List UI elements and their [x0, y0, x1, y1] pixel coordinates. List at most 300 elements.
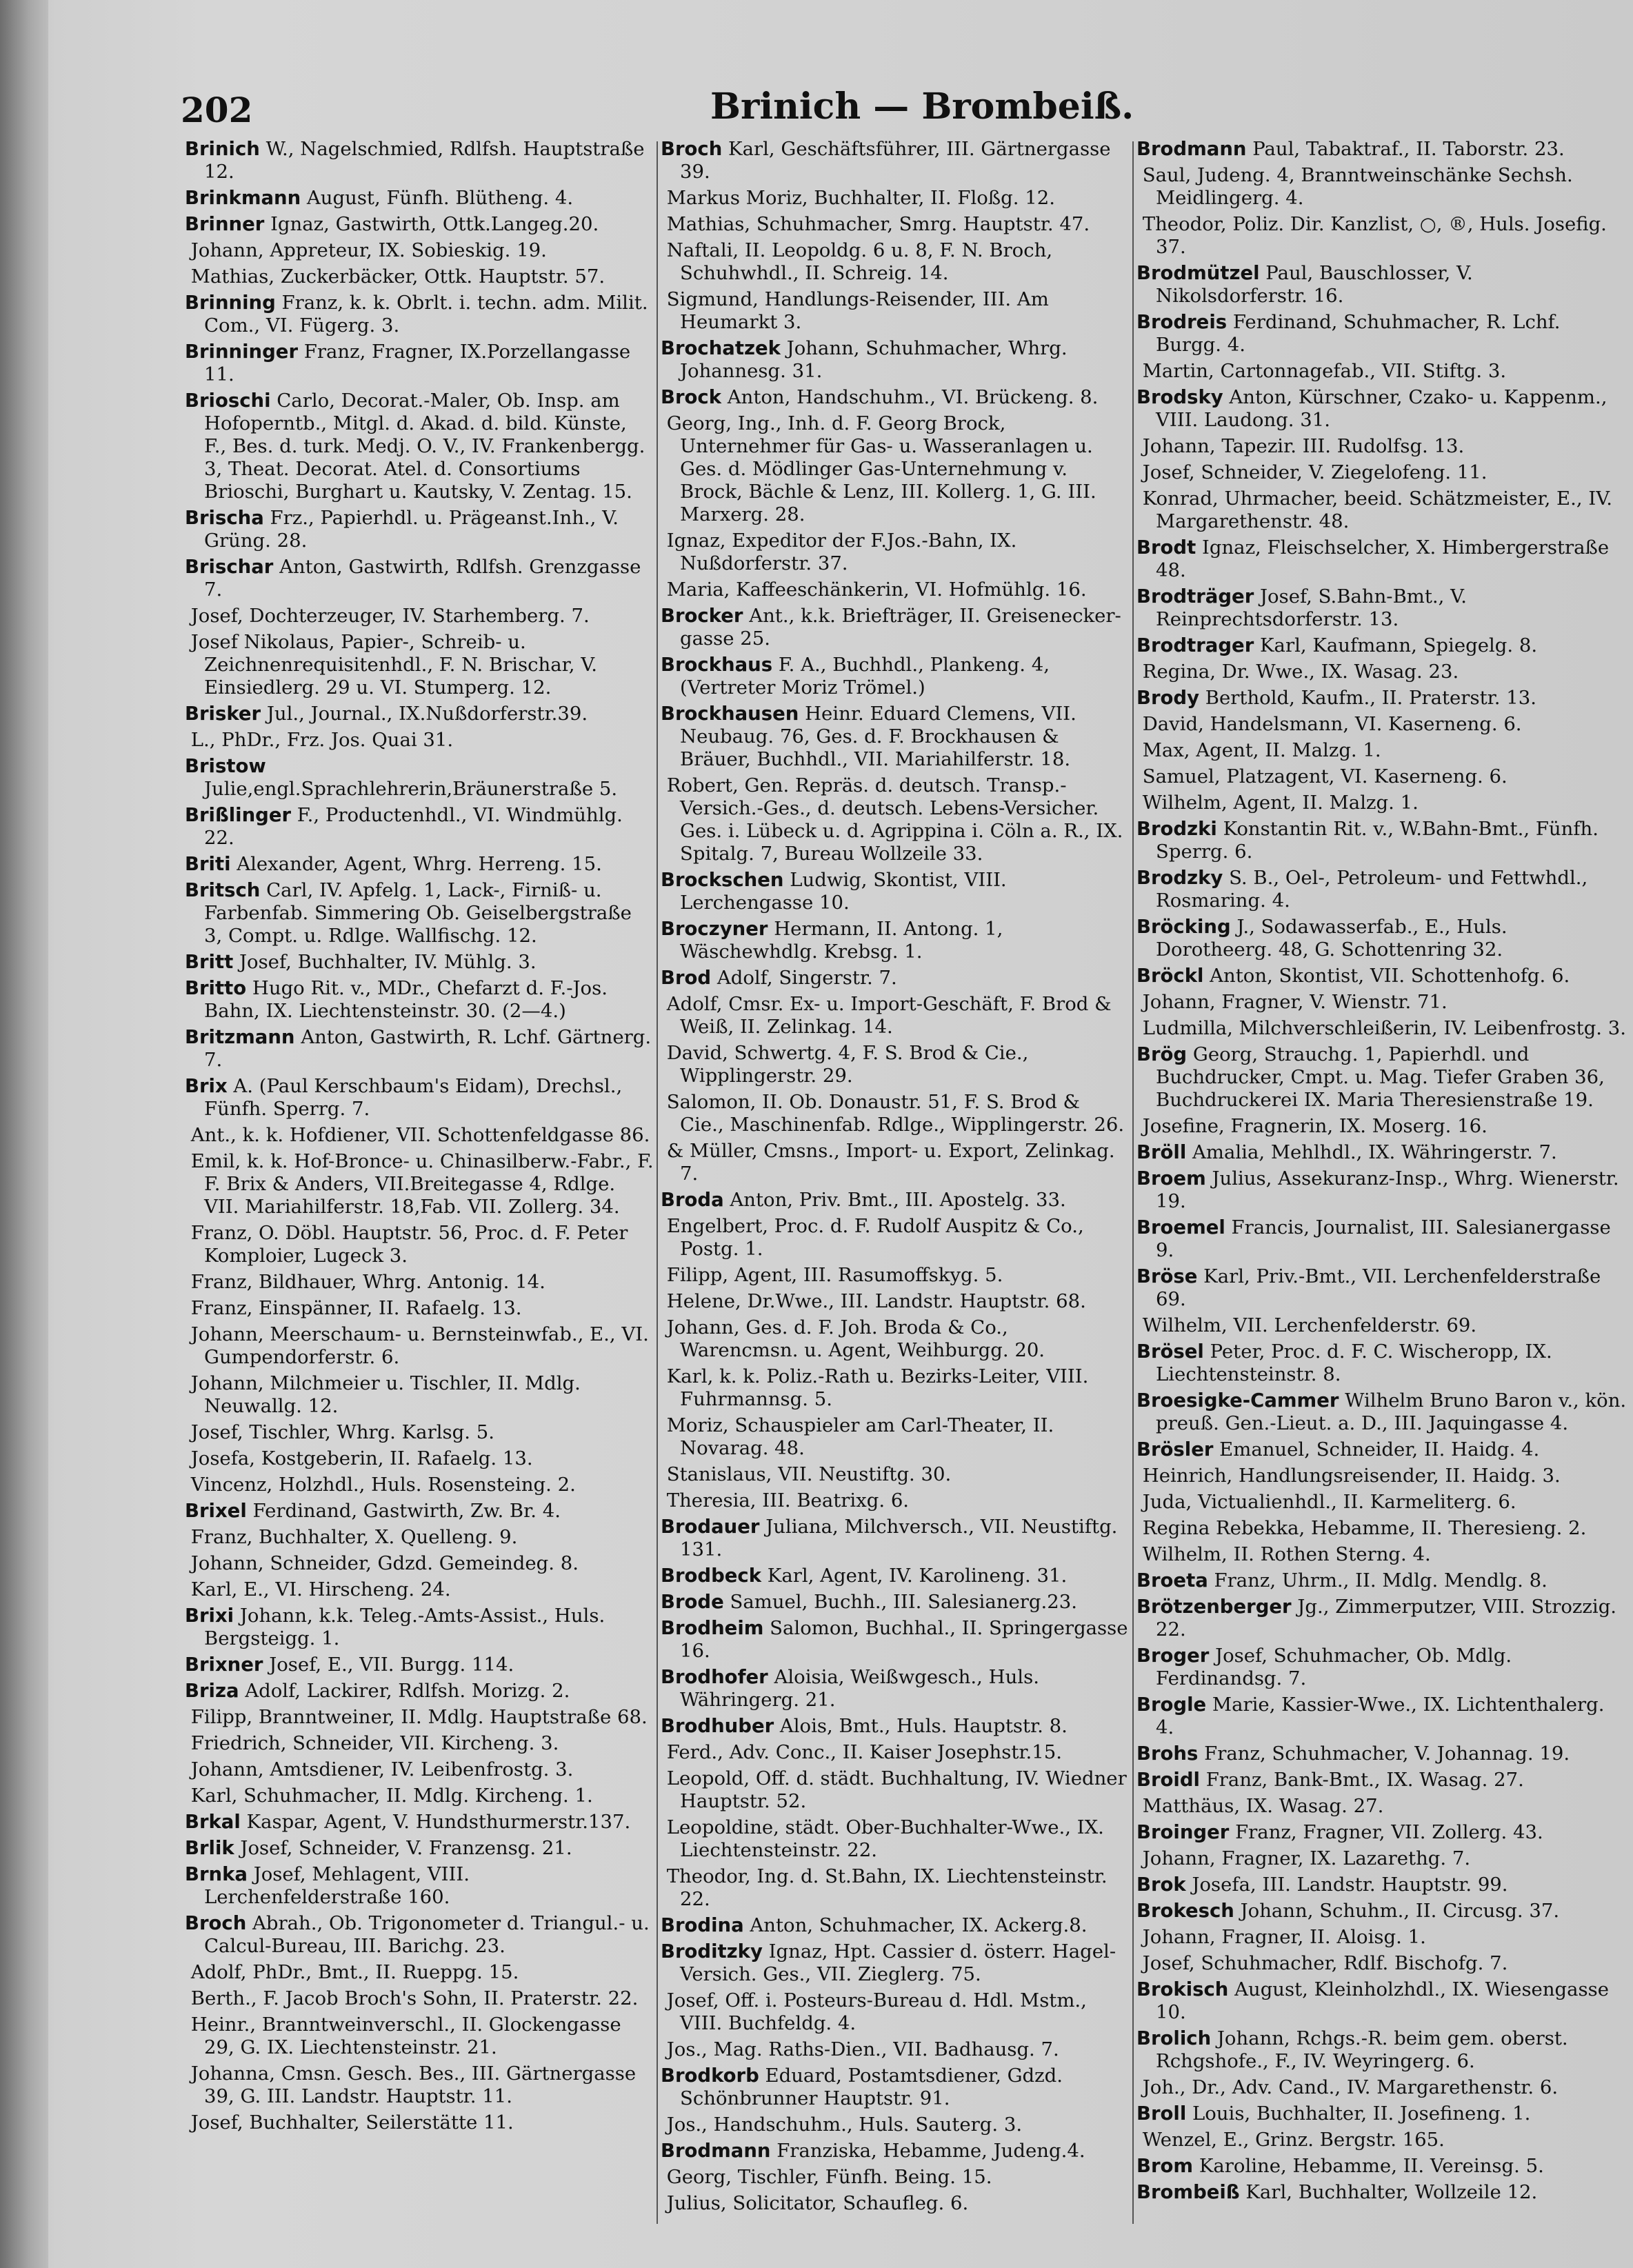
entry-details: Ignaz, Gastwirth, Ottk.Langeg.20.	[264, 213, 599, 235]
entry-details: F., Productenhdl., VI. Windmühlg. 22.	[204, 804, 623, 849]
entry-details: Franz, Fragner, IX.Porzellangasse 11.	[204, 341, 631, 385]
entry-surname: Brodmützel	[1136, 262, 1260, 284]
entry-details: Heinr., Branntweinverschl., II. Glockengasse 29, G. IX. Liechtensteinstr. 21.	[185, 2014, 621, 2058]
directory-entry	[661, 1414, 1130, 1460]
entry-surname: Brock	[661, 386, 722, 408]
directory-entry	[661, 1290, 1130, 1313]
directory-entry	[185, 2063, 654, 2108]
entry-surname: Brockhausen	[661, 703, 799, 725]
entry-details: Georg, Ing., Inh. d. F. Georg Brock, Unternehmer für Gas- u. Wasseranlagen u. Ges. d. Mödlinger Gas-Unternehmung v. Brock, Bächle & Lenz, III. Kollerg. 1, G. III. Marxerg. 28.	[661, 412, 1096, 525]
entry-details: Ignaz, Fleischselcher, X. Himbergerstraße 48.	[1156, 536, 1610, 581]
directory-entry	[185, 292, 654, 337]
directory-entry	[661, 579, 1130, 601]
entry-details: Wilhelm, VII. Lerchenfelderstr. 69.	[1136, 1314, 1477, 1336]
entry-details: Franziska, Hebamme, Judeng.4.	[770, 2140, 1085, 2162]
directory-entry	[1136, 1795, 1627, 1818]
directory-entry	[661, 2065, 1130, 2110]
entry-surname: Brod	[661, 967, 712, 989]
entry-details: Georg, Strauchg. 1, Papierhdl. und Buchdrucker, Cmpt. u. Mag. Tiefer Graben 36, Buchdruckerei IX. Maria Theresienstraße 19.	[1156, 1043, 1605, 1111]
directory-entry	[661, 1189, 1130, 1212]
entry-details: Karoline, Hebamme, II. Vereinsg. 5.	[1193, 2155, 1544, 2177]
directory-entry	[185, 1785, 654, 1807]
entry-details: Emanuel, Schneider, II. Haidg. 4.	[1213, 1438, 1540, 1461]
directory-entry	[185, 879, 654, 947]
directory-entry	[661, 605, 1130, 650]
directory-entry	[185, 1026, 654, 1072]
directory-entry	[1136, 713, 1627, 736]
directory-entry	[1136, 360, 1627, 383]
entry-details: Berth., F. Jacob Broch's Sohn, II. Praterstr. 22.	[185, 1987, 639, 2009]
directory-entry	[185, 1654, 654, 1676]
directory-entry	[661, 918, 1130, 963]
directory-entry	[185, 1372, 654, 1418]
directory-entry	[1136, 1596, 1627, 1641]
directory-entry	[185, 1863, 654, 1909]
entry-details: Josef, Schuhmacher, Rdlf. Bischofg. 7.	[1136, 1952, 1508, 1974]
directory-entry	[1136, 687, 1627, 710]
entry-details: Anton, Skontist, VII. Schottenhofg. 6.	[1203, 965, 1570, 987]
directory-entry	[1136, 1900, 1627, 1923]
directory-entry	[661, 2038, 1130, 2061]
entry-details: Johann, Appreteur, IX. Sobieskig. 19.	[185, 239, 547, 261]
directory-entry	[661, 1865, 1130, 1911]
entry-details: Konrad, Uhrmacher, beeid. Schätzmeister, E., IV. Margarethenstr. 48.	[1136, 488, 1613, 532]
directory-entry	[661, 1215, 1130, 1261]
directory-entry	[661, 1767, 1130, 1813]
entry-details: Karl, Schuhmacher, II. Mdlg. Kircheng. 1.	[185, 1785, 593, 1807]
directory-entry	[661, 1140, 1130, 1185]
directory-entry	[661, 993, 1130, 1038]
entry-surname: Broidl	[1136, 1769, 1200, 1791]
entry-details: August, Fünfh. Blütheng. 4.	[301, 187, 574, 209]
directory-entry	[185, 1758, 654, 1781]
directory-entry	[661, 1741, 1130, 1764]
directory-entry	[1136, 164, 1627, 210]
directory-entry	[1136, 965, 1627, 987]
directory-entry	[185, 1271, 654, 1294]
entry-surname: Brixner	[185, 1654, 263, 1676]
entry-details: Adolf, PhDr., Bmt., II. Rueppg. 15.	[185, 1961, 519, 1983]
entry-details: Adolf, Singerstr. 7.	[711, 967, 897, 989]
entry-details: Juda, Victualienhdl., II. Karmeliterg. 6.	[1136, 1491, 1516, 1513]
entry-details: Samuel, Platzagent, VI. Kaserneng. 6.	[1136, 765, 1507, 787]
entry-details: S. B., Oel-, Petroleum- und Fettwhdl., Rosmaring. 4.	[1156, 867, 1588, 912]
directory-entry	[185, 605, 654, 628]
directory-entry	[1136, 1491, 1627, 1514]
directory-entry	[1136, 488, 1627, 533]
directory-entry	[661, 1617, 1130, 1663]
directory-entry	[1136, 1645, 1627, 1690]
directory-entry	[185, 1961, 654, 1984]
directory-entry	[1136, 1694, 1627, 1739]
directory-entry	[661, 1264, 1130, 1287]
entry-surname: Brom	[1136, 2155, 1194, 2177]
entry-details: Sigmund, Handlungs-Reisender, III. Am Heumarkt 3.	[661, 288, 1049, 333]
directory-entry	[661, 1591, 1130, 1614]
directory-entry	[185, 1987, 654, 2010]
directory-entry	[1136, 2129, 1627, 2151]
entry-details: Josef, Off. i. Posteurs-Bureau d. Hdl. Mstm., VIII. Buchfeldg. 4.	[661, 1989, 1087, 2034]
directory-entry	[661, 1565, 1130, 1587]
directory-entry	[1136, 916, 1627, 961]
directory-entry	[1136, 262, 1627, 308]
directory-entry	[661, 1666, 1130, 1712]
directory-entry	[1136, 2103, 1627, 2125]
directory-entry	[185, 804, 654, 850]
entry-details: Ferdinand, Schuhmacher, R. Lchf. Burgg. 4.	[1156, 311, 1561, 356]
directory-entry	[185, 853, 654, 876]
entry-details: August, Kleinholzhdl., IX. Wiesengasse 10.	[1156, 1978, 1610, 2023]
entry-details: Ludmilla, Milchverschleißerin, IV. Leibenfrostg. 3.	[1136, 1017, 1627, 1039]
entry-surname: Brodheim	[661, 1617, 764, 1639]
directory-entry	[1136, 1847, 1627, 1870]
entry-details: Josefa, Kostgeberin, II. Rafaelg. 13.	[185, 1447, 533, 1469]
entry-details: Joh., Dr., Adv. Cand., IV. Margarethenstr. 6.	[1136, 2076, 1559, 2098]
directory-entry	[1136, 991, 1627, 1014]
entry-details: Anton, Kürschner, Czako- u. Kappenm., VIII. Laudong. 31.	[1156, 386, 1607, 431]
directory-entry	[185, 138, 654, 183]
directory-entry	[185, 341, 654, 386]
directory-entry	[185, 1500, 654, 1523]
directory-entry	[661, 2140, 1130, 2162]
page-header	[0, 74, 1633, 137]
entry-surname: Brombeiß	[1136, 2181, 1240, 2203]
entry-details: Vincenz, Holzhdl., Huls. Rosensteing. 2.	[185, 1474, 576, 1496]
column-rule	[1132, 141, 1134, 2224]
directory-entry	[185, 1297, 654, 1320]
directory-entry	[661, 2192, 1130, 2215]
entry-details: Johann, Schuhmacher, Whrg. Johannesg. 31.	[680, 337, 1068, 382]
directory-entry	[661, 1940, 1130, 1986]
directory-entry	[661, 412, 1130, 526]
entry-surname: Brok	[1136, 1874, 1186, 1896]
entry-details: Abrah., Ob. Trigonometer d. Triangul.- u. Calcul-Bureau, III. Barichg. 23.	[204, 1912, 650, 1957]
entry-details: & Müller, Cmsns., Import- u. Export, Zelinkag. 7.	[661, 1140, 1115, 1185]
entry-details: Francis, Journalist, III. Salesianergasse 9.	[1156, 1216, 1611, 1261]
directory-entry	[185, 1680, 654, 1703]
entry-details: Franz, Uhrm., II. Mdlg. Mendlg. 8.	[1208, 1569, 1547, 1592]
entry-surname: Broch	[661, 138, 723, 160]
entry-surname: Brinninger	[185, 341, 299, 363]
entry-details: Wenzel, E., Grinz. Bergstr. 165.	[1136, 2129, 1445, 2151]
entry-details: Mathias, Zuckerbäcker, Ottk. Hauptstr. 57.	[185, 265, 605, 288]
entry-details: Franz, O. Döbl. Hauptstr. 56, Proc. d. F. Peter Komploier, Lugeck 3.	[185, 1222, 628, 1267]
directory-entry	[661, 239, 1130, 285]
directory-entry	[185, 1447, 654, 1470]
directory-entry	[661, 1365, 1130, 1411]
directory-entry	[1136, 1115, 1627, 1138]
directory-entry	[1136, 386, 1627, 432]
entry-details: L., PhDr., Frz. Jos. Quai 31.	[185, 729, 454, 751]
entry-details: Johann, Schuhm., II. Circusg. 37.	[1234, 1900, 1560, 1922]
entry-details: Georg, Tischler, Fünfh. Being. 15.	[661, 2166, 992, 2188]
entry-details: Franz, Fragner, VII. Zollerg. 43.	[1229, 1821, 1543, 1843]
entry-details: Karl, k. k. Poliz.-Rath u. Bezirks-Leiter, VIII. Fuhrmannsg. 5.	[661, 1365, 1089, 1410]
entry-details: Johann, k.k. Teleg.-Amts-Assist., Huls. Bergsteigg. 1.	[204, 1605, 605, 1649]
entry-details: Maria, Kaffeeschänkerin, VI. Hofmühlg. 16.	[661, 579, 1087, 601]
entry-details: Anton, Gastwirth, Rdlfsh. Grenzgasse 7.	[204, 556, 641, 601]
entry-surname: Broemel	[1136, 1216, 1225, 1238]
entry-details: Karl, E., VI. Hirscheng. 24.	[185, 1578, 451, 1600]
entry-details: Regina, Dr. Wwe., IX. Wasag. 23.	[1136, 661, 1459, 683]
entry-surname: Brötzenberger	[1136, 1596, 1292, 1618]
entry-details: Wilhelm, II. Rothen Sterng. 4.	[1136, 1543, 1431, 1565]
directory-entry	[1136, 1743, 1627, 1765]
directory-entry	[1136, 1389, 1627, 1435]
entry-details: A. (Paul Kerschbaum's Eidam), Drechsl., Fünfh. Sperrg. 7.	[204, 1075, 623, 1120]
entry-surname: Brodsky	[1136, 386, 1223, 408]
entry-details: Ignaz, Expeditor der F.Jos.-Bahn, IX. Nußdorferstr. 37.	[661, 530, 1017, 574]
entry-details: Hermann, II. Antong. 1, Wäschewhdlg. Krebsg. 1.	[680, 918, 1003, 963]
directory-entry	[185, 1421, 654, 1444]
entry-surname: Brixel	[185, 1500, 247, 1522]
entry-details: Carlo, Decorat.-Maler, Ob. Insp. am Hofoperntb., Mitgl. d. Akad. d. bild. Künste, F., Bes. d. turk. Medj. O. V., IV. Frankenbergg. 3, Theat. Decorat. Atel. d. Consortiums Brioschi, Burghart u. Kautsky, V. Zentag. 15.	[204, 390, 645, 503]
entry-details: Berthold, Kaufm., II. Praterstr. 13.	[1199, 687, 1536, 709]
entry-details: Kaspar, Agent, V. Hundsthurmerstr.137.	[240, 1811, 631, 1833]
entry-details: Stanislaus, VII. Neustiftg. 30.	[661, 1463, 952, 1485]
directory-entry	[185, 703, 654, 725]
directory-entry	[1136, 2181, 1627, 2204]
directory-entry	[185, 187, 654, 210]
directory-entry	[1136, 213, 1627, 259]
directory-entry	[1136, 585, 1627, 631]
entry-details: Karl, Agent, IV. Karolineng. 31.	[761, 1565, 1068, 1587]
entry-details: Naftali, II. Leopoldg. 6 u. 8, F. N. Broch, Schuhwhdl., II. Schreig. 14.	[661, 239, 1053, 284]
entry-surname: Brokisch	[1136, 1978, 1229, 2000]
entry-details: Hugo Rit. v., MDr., Chefarzt d. F.-Jos. Bahn, IX. Liechtensteinstr. 30. (2—4.)	[204, 977, 608, 1022]
directory-entry	[185, 1706, 654, 1729]
entry-details: J., Sodawasserfab., E., Huls. Dorotheerg. 48, G. Schottenring 32.	[1156, 916, 1507, 961]
entry-details: Aloisia, Weißwgesch., Huls. Währingerg. 21.	[680, 1666, 1039, 1711]
directory-entry	[1136, 1874, 1627, 1896]
entry-details: W., Nagelschmied, Rdlfsh. Hauptstraße 12.	[204, 138, 645, 183]
entry-details: Ant., k. k. Hofdiener, VII. Schottenfeldgasse 86.	[185, 1124, 650, 1146]
entry-details: Karl, Kaufmann, Spiegelg. 8.	[1254, 634, 1538, 656]
entry-surname: Broinger	[1136, 1821, 1230, 1843]
entry-details: F. A., Buchhdl., Plankeng. 4, (Vertreter Moriz Trömel.)	[680, 654, 1050, 699]
entry-surname: Broem	[1136, 1167, 1206, 1190]
directory-entry	[1136, 461, 1627, 484]
directory-entry	[185, 507, 654, 552]
directory-entry	[661, 654, 1130, 699]
entry-details: Wilhelm, Agent, II. Malzg. 1.	[1136, 792, 1419, 814]
entry-details: Johann, Fragner, IX. Lazarethg. 7.	[1136, 1847, 1471, 1869]
entry-details: Ferdinand, Gastwirth, Zw. Br. 4.	[246, 1500, 561, 1522]
entry-surname: Brodreis	[1136, 311, 1228, 333]
entry-surname: Brkal	[185, 1811, 241, 1833]
book-spine-shadow	[0, 0, 48, 2268]
directory-entry	[661, 187, 1130, 210]
directory-entry	[1136, 2155, 1627, 2178]
entry-surname: Broeta	[1136, 1569, 1208, 1592]
directory-entry	[661, 2114, 1130, 2136]
entry-details: Josef, Schuhmacher, Ob. Mdlg. Ferdinandsg. 7.	[1156, 1645, 1512, 1689]
directory-entry	[185, 951, 654, 974]
entry-details: Franz, Einspänner, II. Rafaelg. 13.	[185, 1297, 522, 1319]
entry-details: Helene, Dr.Wwe., III. Landstr. Hauptstr. 68.	[661, 1290, 1086, 1312]
directory-entry	[1136, 1821, 1627, 1844]
entry-details: Louis, Buchhalter, II. Josefineng. 1.	[1186, 2103, 1531, 2125]
directory-entry	[661, 386, 1130, 409]
directory-entry	[185, 390, 654, 503]
entry-details: Adolf, Cmsr. Ex- u. Import-Geschäft, F. Brod & Weiß, II. Zelinkag. 14.	[661, 993, 1112, 1038]
entry-surname: Brockschen	[661, 869, 784, 891]
directory-entry	[661, 1091, 1130, 1136]
entry-details: Josef, Buchhalter, Seilerstätte 11.	[185, 2111, 514, 2134]
entry-surname: Brockhaus	[661, 654, 773, 676]
entry-details: Alois, Bmt., Huls. Hauptstr. 8.	[774, 1715, 1068, 1737]
entry-details: Matthäus, IX. Wasag. 27.	[1136, 1795, 1384, 1817]
entry-surname: Bröse	[1136, 1265, 1198, 1287]
entry-details: Martin, Cartonnagefab., VII. Stiftg. 3.	[1136, 360, 1507, 382]
directory-entry	[185, 239, 654, 262]
entry-surname: Bröckl	[1136, 965, 1204, 987]
entry-details: Johann, Fragner, II. Aloisg. 1.	[1136, 1926, 1426, 1948]
directory-entry	[1136, 1017, 1627, 1040]
entry-details: Josef Nikolaus, Papier-, Schreib- u. Zeichnenrequisitenhdl., F. N. Brischar, V. Einsiedlerg. 29 u. VI. Stumperg. 12.	[185, 631, 598, 699]
directory-entry	[1136, 1043, 1627, 1112]
column-rule	[657, 141, 658, 2224]
entry-surname: Brix	[185, 1075, 228, 1097]
entry-details: Friedrich, Schneider, VII. Kircheng. 3.	[185, 1732, 559, 1754]
entry-details: Konstantin Rit. v., W.Bahn-Bmt., Fünfh. Sperrg. 6.	[1156, 818, 1599, 863]
entry-details: Filipp, Branntweiner, II. Mdlg. Hauptstraße 68.	[185, 1706, 648, 1728]
entry-details: Juliana, Milchversch., VII. Neustiftg. 131.	[680, 1516, 1118, 1560]
entry-details: Jg., Zimmerputzer, VIII. Strozzig. 22.	[1156, 1596, 1617, 1640]
directory-entry	[185, 729, 654, 752]
entry-details: Anton, Gastwirth, R. Lchf. Gärtnerg. 7.	[204, 1026, 652, 1071]
entry-surname: Broger	[1136, 1645, 1210, 1667]
entry-details: Karl, Geschäftsführer, III. Gärtnergasse 39.	[680, 138, 1111, 183]
entry-surname: Brodina	[661, 1914, 744, 1936]
directory-entry	[1136, 661, 1627, 683]
entry-details: Ludwig, Skontist, VIII. Lerchengasse 10.	[680, 869, 1007, 914]
entry-details: Johann, Rchgs.-R. beim gem. oberst. Rchgshofe., F., IV. Weyringerg. 6.	[1156, 2027, 1568, 2072]
entry-details: Josef, Mehlagent, VIII. Lerchenfelderstraße 160.	[204, 1863, 470, 1908]
directory-entry	[661, 869, 1130, 914]
directory-entry	[1136, 792, 1627, 814]
entry-surname: Brode	[661, 1591, 724, 1613]
directory-entry	[1136, 1569, 1627, 1592]
entry-details: Karl, Priv.-Bmt., VII. Lerchenfelderstraße 69.	[1156, 1265, 1601, 1310]
directory-entry	[1136, 1926, 1627, 1949]
directory-entry	[661, 967, 1130, 990]
directory-entry	[185, 1526, 654, 1549]
entry-surname: Britzmann	[185, 1026, 295, 1048]
directory-entry	[661, 1463, 1130, 1486]
directory-entry	[661, 1715, 1130, 1738]
entry-details: Anton, Schuhmacher, IX. Ackerg.8.	[743, 1914, 1088, 1936]
entry-details: Salomon, II. Ob. Donaustr. 51, F. S. Brod & Cie., Maschinenfab. Rdlge., Wipplingerstr. 26.	[661, 1091, 1125, 1136]
directory-entry	[1136, 1216, 1627, 1262]
column-1	[185, 138, 654, 2241]
directory-entry	[1136, 1341, 1627, 1386]
entry-details: Franz, Schuhmacher, V. Johannag. 19.	[1198, 1743, 1570, 1765]
directory-entry	[1136, 1952, 1627, 1975]
entry-surname: Briza	[185, 1680, 239, 1702]
directory-entry	[185, 1474, 654, 1496]
entry-surname: Broch	[185, 1912, 247, 1934]
directory-entry	[1136, 536, 1627, 582]
entry-details: Josefine, Fragnerin, IX. Moserg. 16.	[1136, 1115, 1487, 1137]
entry-details: Filipp, Agent, III. Rasumoffskyg. 5.	[661, 1264, 1003, 1286]
entry-surname: Brody	[1136, 687, 1200, 709]
column-2	[661, 138, 1130, 2241]
entry-surname: Broczyner	[661, 918, 768, 940]
entry-surname: Brischa	[185, 507, 264, 529]
directory-entry	[661, 1042, 1130, 1087]
entry-surname: Brischar	[185, 556, 274, 578]
directory-entry	[661, 1914, 1130, 1937]
directory-entry	[1136, 311, 1627, 357]
entry-details: Emil, k. k. Hof-Bronce- u. Chinasilberw.-Fabr., F. F. Brix & Anders, VII.Breitegasse 4, Rdlge. VII. Mariahilferstr. 18,Fab. VII. Zollerg. 34.	[185, 1150, 654, 1218]
entry-details: Marie, Kassier-Wwe., IX. Lichtenthalerg. 4.	[1156, 1694, 1605, 1738]
entry-surname: Brocker	[661, 605, 743, 627]
directory-entry	[661, 1489, 1130, 1512]
entry-details: Josef, Schneider, V. Franzensg. 21.	[234, 1837, 572, 1859]
directory-entry	[185, 1222, 654, 1267]
entry-surname: Broesigke-Cammer	[1136, 1389, 1339, 1412]
entry-details: Theodor, Ing. d. St.Bahn, IX. Liechtensteinstr. 22.	[661, 1865, 1108, 1910]
entry-details: Peter, Proc. d. F. C. Wischeropp, IX. Liechtensteinstr. 8.	[1156, 1341, 1552, 1385]
page-number: 202	[181, 90, 253, 130]
directory-entry	[185, 755, 654, 801]
directory-entry	[185, 1732, 654, 1755]
entry-details: Johann, Tapezir. III. Rudolfsg. 13.	[1136, 435, 1465, 457]
directory-entry	[661, 1316, 1130, 1362]
directory-entry	[185, 1075, 654, 1121]
entry-details: Jos., Handschuhm., Huls. Sauterg. 3.	[661, 2114, 1023, 2136]
directory-entry	[185, 1811, 654, 1834]
entry-surname: Brodauer	[661, 1516, 760, 1538]
entry-details: Franz, k. k. Obrlt. i. techn. adm. Milit. Com., VI. Fügerg. 3.	[204, 292, 648, 337]
entry-details: Josef, Buchhalter, IV. Mühlg. 3.	[233, 951, 537, 973]
entry-details: Heinrich, Handlungsreisender, II. Haidg. 3.	[1136, 1465, 1561, 1487]
entry-surname: Brodträger	[1136, 585, 1254, 608]
entry-surname: Brösel	[1136, 1341, 1204, 1363]
entry-surname: Brohs	[1136, 1743, 1199, 1765]
directory-entry	[185, 1837, 654, 1860]
directory-entry	[661, 703, 1130, 771]
directory-entry	[1136, 1769, 1627, 1792]
entry-surname: Brolich	[1136, 2027, 1212, 2049]
entry-surname: Britsch	[185, 879, 261, 901]
entry-surname: Brösler	[1136, 1438, 1214, 1461]
entry-surname: Brioschi	[185, 390, 271, 412]
entry-details: Julius, Assekuranz-Insp., Whrg. Wienerstr. 19.	[1156, 1167, 1619, 1212]
entry-surname: Bröcking	[1136, 916, 1231, 938]
directory-entry	[1136, 2027, 1627, 2073]
entry-details: Ignaz, Hpt. Cassier d. österr. Hagel-Versich. Ges., VII. Zieglerg. 75.	[680, 1940, 1116, 1985]
directory-entry	[1136, 867, 1627, 912]
entry-surname: Brodbeck	[661, 1565, 762, 1587]
entry-details: Markus Moriz, Buchhalter, II. Floßg. 12.	[661, 187, 1055, 209]
entry-surname: Brochatzek	[661, 337, 781, 359]
entry-surname: Broditzky	[661, 1940, 763, 1963]
directory-entry	[1136, 1167, 1627, 1213]
entry-details: Johann, Fragner, V. Wienstr. 71.	[1136, 991, 1447, 1013]
entry-surname: Britt	[185, 951, 234, 973]
entry-details: Josef, Tischler, Whrg. Karlsg. 5.	[185, 1421, 494, 1443]
directory-entry	[1136, 1314, 1627, 1337]
entry-details: Paul, Tabaktraf., II. Taborstr. 23.	[1246, 138, 1565, 160]
entry-details: Franz, Buchhalter, X. Quelleng. 9.	[185, 1526, 518, 1548]
directory-entry	[661, 1989, 1130, 2035]
entry-details: Anton, Handschuhm., VI. Brückeng. 8.	[721, 386, 1099, 408]
entry-details: Paul, Bauschlosser, V. Nikolsdorferstr. 16.	[1156, 262, 1473, 307]
entry-details: Regina Rebekka, Hebamme, II. Theresieng. 2.	[1136, 1517, 1587, 1539]
entry-details: Max, Agent, II. Malzg. 1.	[1136, 739, 1381, 761]
